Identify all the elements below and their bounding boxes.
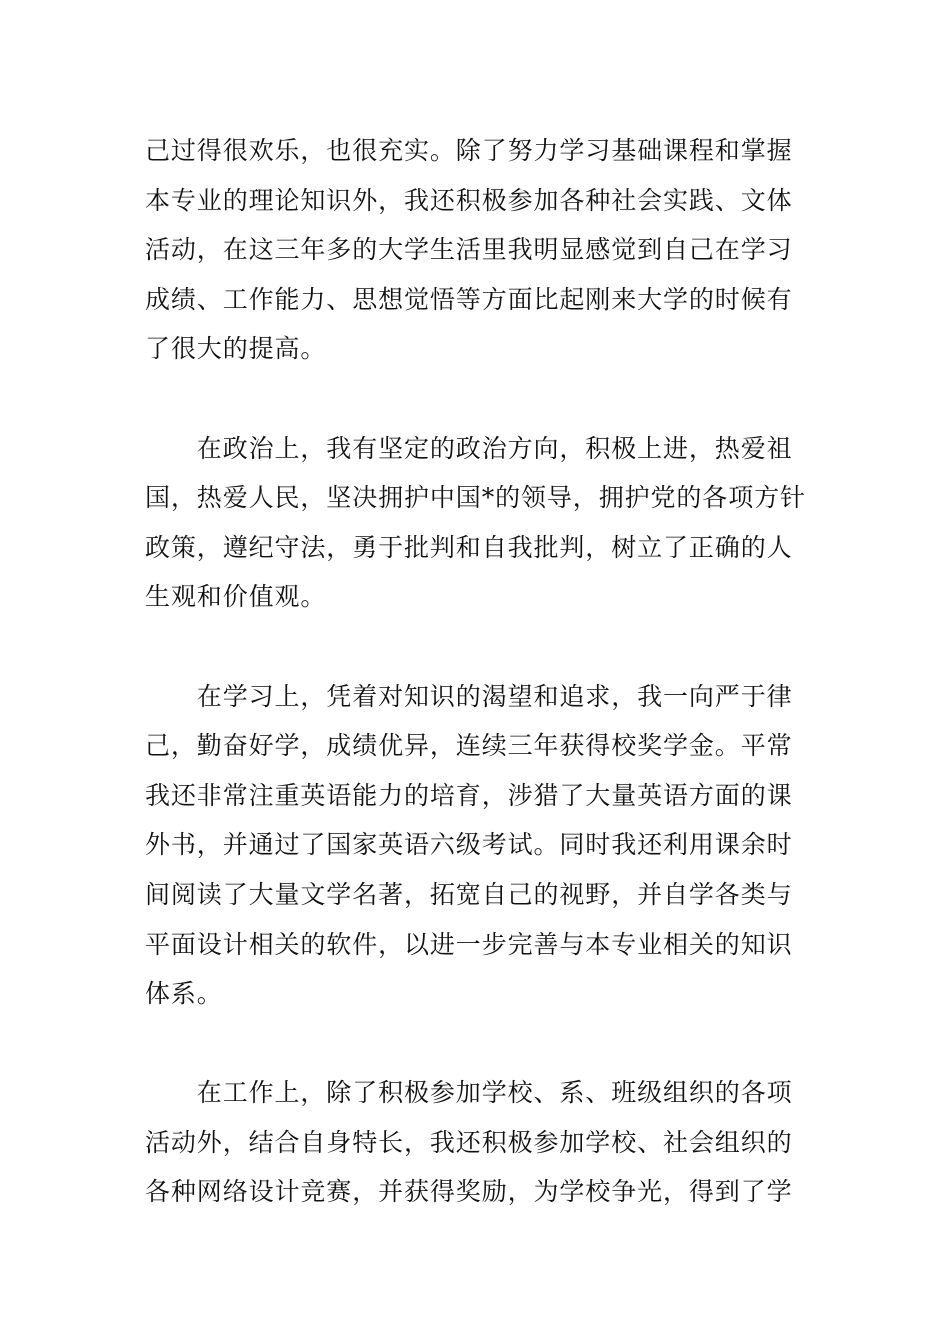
- text-line: 活动，在这三年多的大学生活里我明显感觉到自己在学习: [145, 235, 793, 265]
- paragraph-study: [145, 672, 811, 1019]
- paragraph-politics: [145, 424, 811, 622]
- text-line: 我还非常注重英语能力的培育，涉猎了大量英语方面的课: [145, 780, 793, 810]
- text-line: 国，热爱人民，坚决拥护中国*的领导，拥护党的各项方针: [145, 483, 806, 513]
- text-line: 平面设计相关的软件，以进一步完善与本专业相关的知识: [145, 929, 793, 959]
- document-body: [145, 126, 811, 1217]
- text-line: 生观和价值观。: [145, 582, 327, 612]
- text-line: 活动外，结合自身特长，我还积极参加学校、社会组织的: [145, 1127, 793, 1157]
- text-line: 了很大的提高。: [145, 334, 327, 364]
- text-line: 体系。: [145, 979, 223, 1009]
- text-line: 本专业的理论知识外，我还积极参加各种社会实践、文体: [145, 185, 793, 215]
- text-line: 在学习上，凭着对知识的渴望和追求，我一向严于律: [145, 681, 793, 711]
- text-line: 在工作上，除了积极参加学校、系、班级组织的各项: [145, 1078, 793, 1108]
- text-line: 外书，并通过了国家英语六级考试。同时我还利用课余时: [145, 830, 793, 860]
- text-line: 各种网络设计竞赛，并获得奖励，为学校争光，得到了学: [145, 1177, 793, 1207]
- text-line: 在政治上，我有坚定的政治方向，积极上进，热爱祖: [145, 433, 793, 463]
- text-line: 己，勤奋好学，成绩优异，连续三年获得校奖学金。平常: [145, 731, 793, 761]
- text-line: 间阅读了大量文学名著，拓宽自己的视野，并自学各类与: [145, 879, 793, 909]
- text-line: 政策，遵纪守法，勇于批判和自我批判，树立了正确的人: [145, 532, 793, 562]
- paragraph-intro-continuation: [145, 126, 811, 374]
- text-line: 己过得很欢乐，也很充实。除了努力学习基础课程和掌握: [145, 136, 793, 165]
- text-line: 成绩、工作能力、思想觉悟等方面比起刚来大学的时候有: [145, 284, 793, 314]
- paragraph-work: [145, 1068, 811, 1217]
